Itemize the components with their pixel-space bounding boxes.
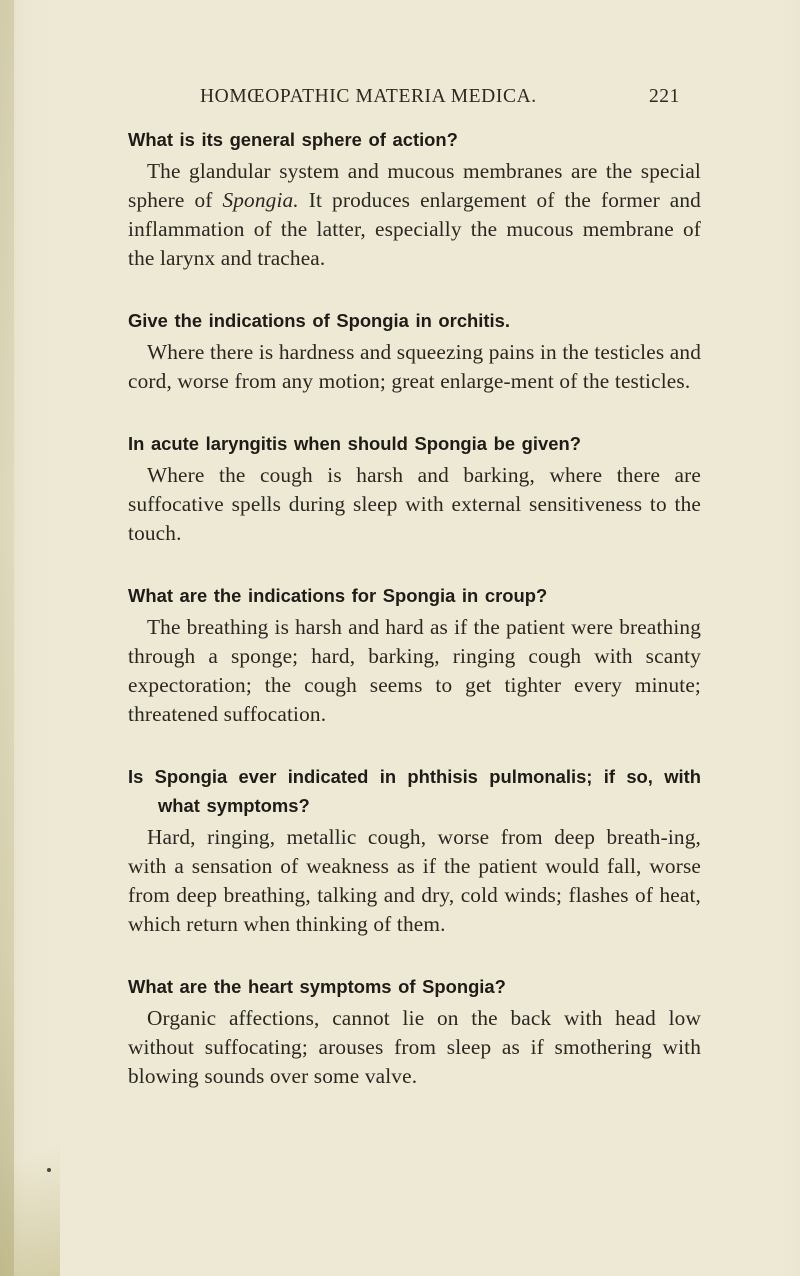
- question-heading: Give the indications of Spongia in orchitis.: [128, 310, 510, 331]
- question-heading: What is its general sphere of action?: [128, 129, 458, 150]
- page-number: 221: [648, 86, 680, 107]
- qa-entry-phthisis: [128, 762, 701, 939]
- qa-entry-laryngitis: [128, 429, 701, 548]
- answer-paragraph: Where there is hardness and squeezing pains in the testicles and cord, worse from any motion; great enlarge-ment of the testicles.: [128, 340, 701, 393]
- answer-text: The glandular system and mucous membranes are the special sphere of: [128, 159, 701, 212]
- question-heading: In acute laryngitis when should Spongia be given?: [128, 433, 581, 454]
- page-body: [128, 125, 701, 1124]
- answer-paragraph: The breathing is harsh and hard as if the patient were breathing through a sponge; hard, barking, ringing cough with scanty expectoration; the cough seems to get tighter every minute; threatened suffocation.: [128, 615, 701, 726]
- question-heading: What are the heart symptoms of Spongia?: [128, 976, 506, 997]
- qa-entry-croup: [128, 581, 701, 729]
- question-heading: What are the indications for Spongia in croup?: [128, 585, 548, 606]
- qa-entry-heart-symptoms: [128, 972, 701, 1091]
- page-corner-shadow: [0, 1076, 60, 1276]
- qa-entry-orchitis: [128, 306, 701, 396]
- question-heading: Is Spongia ever indicated in phthisis pulmonalis; if so, with what symptoms?: [128, 766, 701, 816]
- answer-italic-term: Spongia.: [222, 188, 299, 212]
- ink-speck: [47, 1168, 51, 1172]
- answer-paragraph: Organic affections, cannot lie on the back with head low without suffocating; arouses from sleep as if smothering with blowing sounds over some valve.: [128, 1006, 701, 1088]
- answer-text: It produces enlargement of the former and inflammation of the latter, especially the mucous membrane of the larynx and trachea.: [128, 188, 701, 270]
- qa-entry-sphere-of-action: [128, 125, 701, 273]
- running-title: HOMŒOPATHIC MATERIA MEDICA.: [200, 86, 537, 107]
- answer-paragraph: Where the cough is harsh and barking, where there are suffocative spells during sleep with external sensitiveness to the touch.: [128, 463, 701, 545]
- answer-paragraph: Hard, ringing, metallic cough, worse from deep breath-ing, with a sensation of weakness as if the patient would fall, worse from deep breathing, talking and dry, cold winds; flashes of heat, which return when thinking of them.: [128, 825, 701, 936]
- page-header: [200, 86, 680, 116]
- answer-paragraph: [128, 157, 701, 273]
